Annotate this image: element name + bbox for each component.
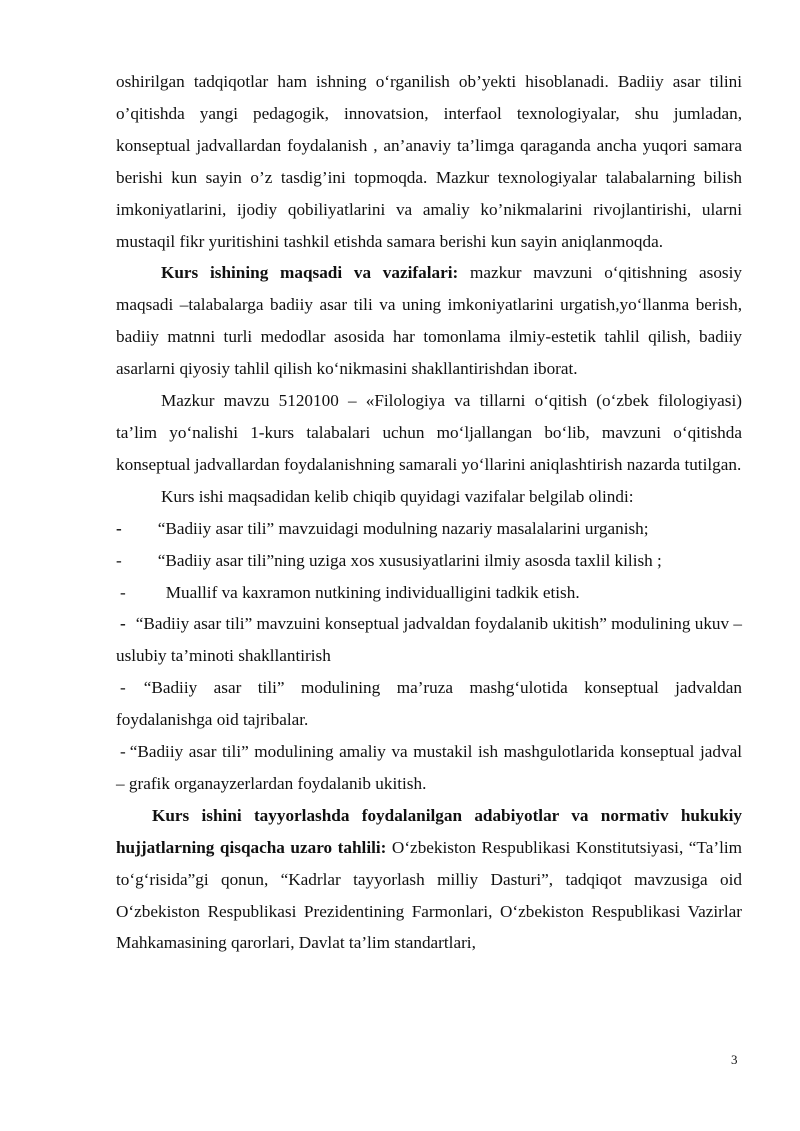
list-marker: - — [116, 518, 122, 538]
goals-text: mazkur mavzuni o‘qitishning asosiy maqsadi –talabalarga badiiy asar tili va uning imkoniyatlarini urgatish,yo‘llanma berish, badiiy matnni turli medodlar asosida har tomonlama ilmiy-estetik tahlil qilish, badiiy asarlarni qiyosiy tahlil qilish ko‘nikmasini shakllantirishdan iborat. — [116, 263, 742, 379]
paragraph-literature — [116, 800, 742, 960]
list-item — [116, 608, 742, 672]
document-body — [116, 66, 742, 959]
list-marker: - — [120, 678, 126, 698]
page-number: 3 — [731, 1052, 738, 1067]
literature-heading: Kurs ishini tayyorlashda foydalanilgan adabiyotlar va normativ hukukiy hujjatlarning qisqacha uzaro tahlili: — [116, 805, 742, 857]
list-item-text: “Badiiy asar tili” modulining ma’ruza mashg‘ulotida konseptual jadvaldan foydalanishga oid tajribalar. — [116, 678, 742, 730]
goals-heading: Kurs ishining maqsadi va vazifalari: — [161, 263, 459, 283]
list-item-text: Muallif va kaxramon nutkining individualligini tadkik etish. — [165, 582, 580, 602]
list-item-text: “Badiiy asar tili”ning uziga xos xususiyatlarini ilmiy asosda taxlil kilish ; — [157, 550, 662, 570]
paragraph-topic: Mazkur mavzu 5120100 – «Filologiya va tillarni o‘qitish (o‘zbek filologiyasi) ta’lim yo‘nalishi 1-kurs talabalari uchun mo‘ljallangan bo‘lib, mavzuni o‘qitishda konseptual jadvallardan foydalanishning samarali yo‘llarini aniqlashtirish nazarda tutilgan. — [116, 391, 742, 474]
list-item — [116, 513, 742, 545]
list-marker: - — [116, 550, 122, 570]
literature-text: O‘zbekiston Respublikasi Konstitutsiyasi, “Ta’lim to‘g‘risida”gi qonun, “Kadrlar tayyorlash milliy Dasturi”, tadqiqot mavzusiga oid O‘zbekiston Respublikasi Prezidentining Farmonlari, O‘zbekiston Respublikasi Vazirlar Mahkamasining qarorlari, Davlat ta’lim standartlari, — [116, 837, 743, 953]
paragraph-goals — [116, 257, 742, 385]
list-item — [116, 545, 742, 577]
list-item — [116, 736, 742, 800]
paragraph-tasks-intro: Kurs ishi maqsadidan kelib chiqib quyidagi vazifalar belgilab olindi: — [161, 486, 634, 506]
list-item — [116, 577, 742, 609]
paragraph-intro: oshirilgan tadqiqotlar ham ishning o‘rganilish ob’yekti hisoblanadi. Badiiy asar tilini o’qitishda yangi pedagogik, innovatsion, interfaol texnologiyalar, shu jumladan, konseptual jadvallardan foydalanish , an’anaviy ta’limga qaraganda ancha yuqori samara berishi kun sayin o’z tasdig’ini topmoqda. Mazkur texnologiyalar talabalarning bilish imkoniyatlarini, ijodiy qobiliyatlarini va amaliy ko’nikmalarini rivojlantirishi, ularni mustaqil fikr yuritishini tashkil etishda samara berishi kun sayin aniqlanmoqda. — [116, 72, 742, 251]
list-marker: - — [120, 742, 126, 762]
list-item-text: “Badiiy asar tili” modulining amaliy va mustakil ish mashgulotlarida konseptual jadval – grafik organayzerlardan foydalanib ukitish. — [116, 742, 742, 793]
list-item — [116, 672, 742, 736]
list-marker: - — [120, 614, 126, 634]
list-item-text: “Badiiy asar tili” mavzuini konseptual jadvaldan foydalanib ukitish” modulining ukuv – uslubiy ta’minoti shakllantirish — [116, 614, 742, 666]
list-marker: - — [120, 582, 126, 602]
list-item-text: “Badiiy asar tili” mavzuidagi modulning nazariy masalalarini urganish; — [157, 518, 649, 538]
